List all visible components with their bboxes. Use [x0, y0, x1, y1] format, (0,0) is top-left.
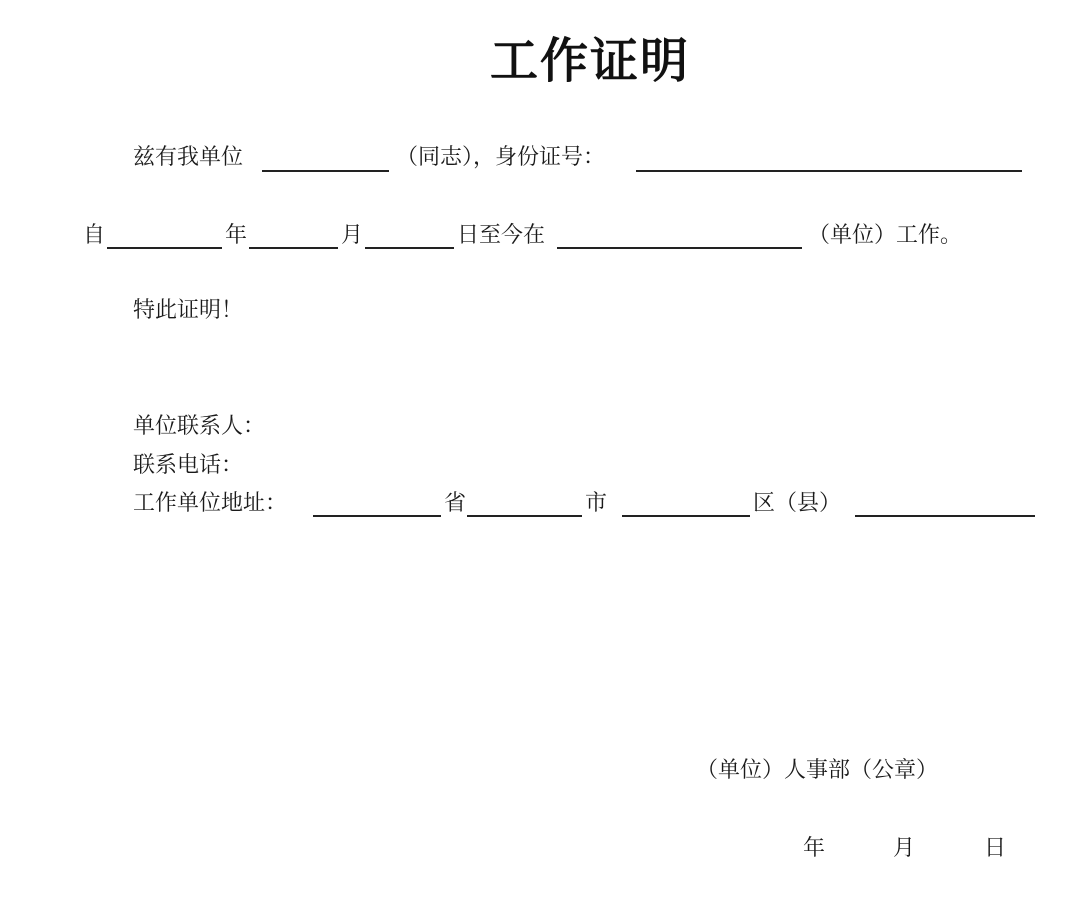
page-title: 工作证明 [489, 33, 690, 89]
start-month-blank[interactable] [249, 247, 338, 249]
province-blank[interactable] [313, 515, 441, 517]
day-until-label: 日至今在 [457, 223, 546, 248]
city-blank[interactable] [467, 515, 582, 517]
closing-text: 特此证明！ [133, 298, 244, 323]
intro-text: 兹有我单位 [133, 145, 244, 170]
name-blank[interactable] [262, 170, 389, 172]
department-seal-label: （单位）人事部（公章） [696, 758, 939, 783]
month-label: 月 [341, 223, 364, 248]
comrade-id-label: （同志），身份证号： [396, 145, 606, 170]
district-blank[interactable] [622, 515, 750, 517]
sign-year-label: 年 [803, 836, 826, 861]
year-label: 年 [225, 223, 248, 248]
street-blank[interactable] [855, 515, 1035, 517]
from-label: 自 [83, 223, 106, 248]
sign-month-label: 月 [893, 836, 916, 861]
address-label: 工作单位地址： [133, 491, 288, 516]
unit-work-label: （单位）工作。 [808, 223, 963, 248]
contact-phone-label: 联系电话： [133, 453, 244, 478]
city-label: 市 [585, 491, 608, 516]
id-number-blank[interactable] [636, 170, 1022, 172]
province-label: 省 [444, 491, 467, 516]
district-label: 区（县） [753, 491, 842, 516]
contact-person-label: 单位联系人： [133, 414, 266, 439]
sign-day-label: 日 [984, 836, 1007, 861]
unit-name-blank[interactable] [557, 247, 802, 249]
start-day-blank[interactable] [365, 247, 454, 249]
start-year-blank[interactable] [107, 247, 222, 249]
